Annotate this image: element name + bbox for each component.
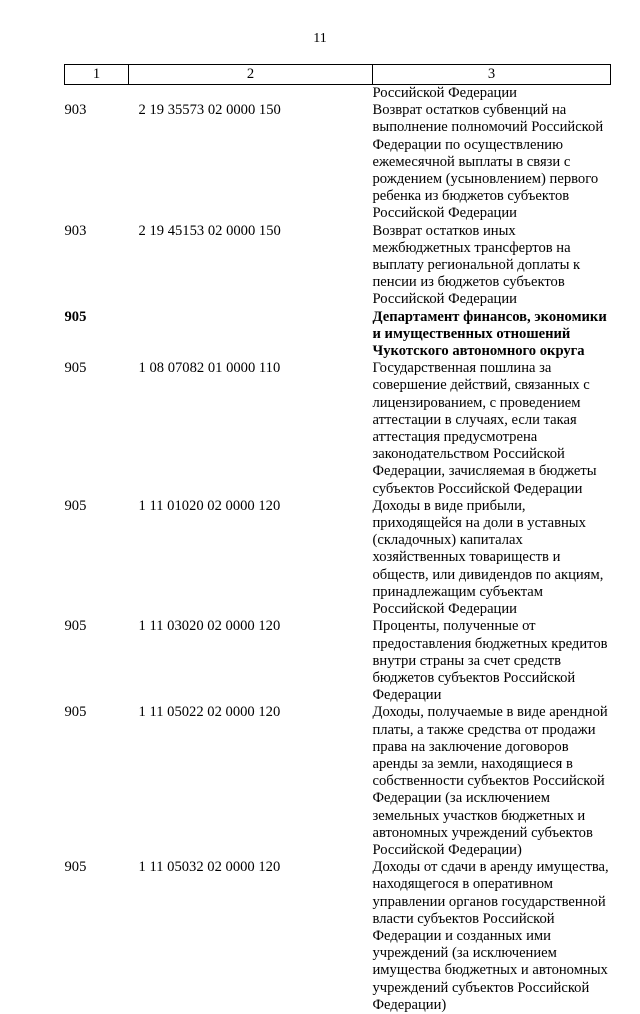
admin-code-cell: 905 (64, 859, 87, 876)
table-row (65, 704, 611, 859)
table-row (65, 223, 611, 309)
revenue-code-cell: 2 19 45153 02 0000 150 (138, 222, 281, 239)
revenue-codes-table (64, 64, 611, 1014)
revenue-name-cell: Возврат остатков иных межбюджетных трансфертов на выплату региональной доплаты к пенсии из бюджетов субъектов Российской Федерации (372, 222, 581, 308)
page-number: 11 (313, 31, 327, 46)
revenue-code-cell: 1 11 03020 02 0000 120 (138, 618, 281, 635)
revenue-code-cell: 1 08 07082 01 0000 110 (138, 360, 281, 377)
revenue-code-cell (129, 309, 373, 361)
revenue-codes-table-container (64, 64, 610, 1014)
table-section-row (65, 309, 611, 361)
revenue-code-cell: 1 11 01020 02 0000 120 (138, 497, 281, 514)
revenue-name-cell: Доходы от сдачи в аренду имущества, находящегося в оперативном управлении органов государственной власти субъектов Российской Федерации и созданных ими учреждений (за исключением имущества бюджетных и автономных учреждений субъектов Российской Федерации) (372, 859, 609, 1013)
table-row (65, 498, 611, 618)
revenue-name-cell: Проценты, полученные от предоставления бюджетных кредитов внутри страны за счет средств бюджетов субъектов Российской Федерации (372, 618, 608, 704)
revenue-code-cell: 1 11 05022 02 0000 120 (138, 704, 281, 721)
column-number-header-row (65, 65, 611, 85)
table-body (65, 85, 611, 1014)
admin-code-cell: 905 (64, 704, 87, 721)
revenue-name-cell: Государственная пошлина за совершение действий, связанных с лицензированием, с проведением аттестации в случаях, если такая аттестация предусмотрена законодательством Российской Федерации, зачисляемая в бюджеты субъектов Российской Федерации (372, 360, 597, 497)
admin-code-cell (65, 85, 129, 103)
admin-code-cell: 903 (64, 222, 87, 239)
admin-code-cell: 905 (64, 360, 87, 377)
table-row (65, 859, 611, 1014)
revenue-name-cell: Доходы, получаемые в виде арендной платы, а также средства от продажи права на заключение договоров аренды за земли, находящиеся в собственности субъектов Российской Федерации (за исключением земельных участков бюджетных и автономных учреждений субъектов Российской Федерации) (372, 704, 608, 858)
admin-code-cell: 905 (64, 497, 87, 514)
revenue-name-cell: Департамент финансов, экономики и имущественных отношений Чукотского автономного округа (372, 308, 607, 360)
column-number-1: 1 (65, 65, 129, 85)
table-row (65, 618, 611, 704)
admin-code-cell: 903 (64, 102, 87, 119)
admin-code-cell: 905 (64, 308, 87, 325)
table-row (65, 360, 611, 498)
table-row (65, 85, 611, 103)
column-number-2: 2 (129, 65, 373, 85)
revenue-name-cell: Российской Федерации (372, 85, 517, 101)
revenue-code-cell (129, 85, 373, 103)
revenue-code-cell: 1 11 05032 02 0000 120 (138, 859, 281, 876)
revenue-name-cell: Доходы в виде прибыли, приходящейся на доли в уставных (складочных) капиталах хозяйственных товариществ и обществ, или дивидендов по акциям, принадлежащим субъектам Российской Федерации (372, 497, 604, 618)
revenue-code-cell: 2 19 35573 02 0000 150 (138, 102, 281, 119)
revenue-name-cell: Возврат остатков субвенций на выполнение полномочий Российской Федерации по осуществлению ежемесячной выплаты в связи с рождением (усыновлением) первого ребенка из бюджетов субъектов Российской Федерации (372, 102, 604, 222)
admin-code-cell: 905 (64, 618, 87, 635)
table-row (65, 102, 611, 222)
column-number-3: 3 (373, 65, 611, 85)
